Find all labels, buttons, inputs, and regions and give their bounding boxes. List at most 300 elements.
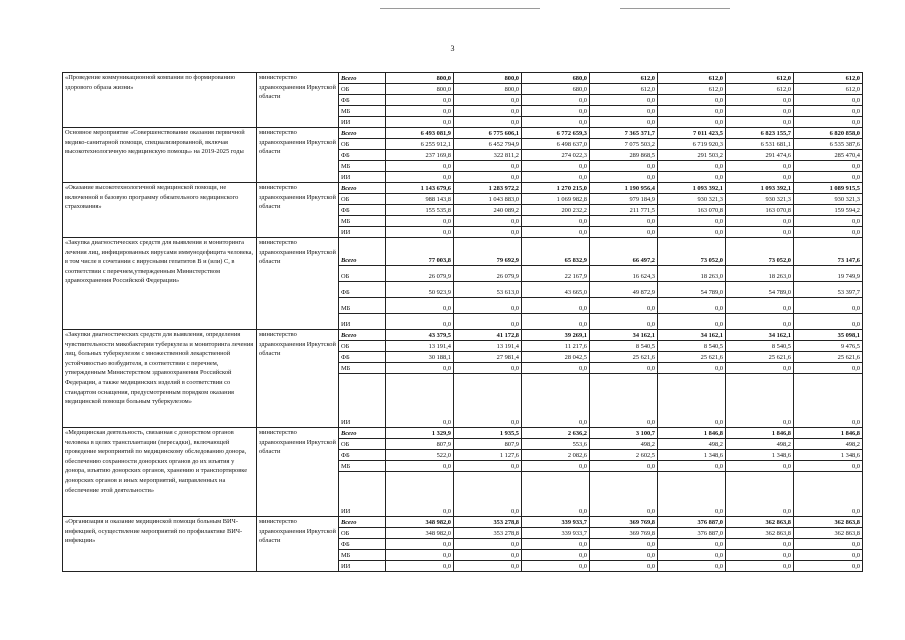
amount-cell: 0,0 (454, 363, 522, 374)
scan-edge-line (380, 8, 540, 9)
funding-source: ФБ (339, 450, 386, 461)
amount-cell: 0,0 (726, 106, 794, 117)
amount-cell: 612,0 (726, 84, 794, 95)
amount-cell: 289 868,5 (590, 150, 658, 161)
amount-cell: 800,0 (454, 73, 522, 84)
amount-cell: 0,0 (590, 314, 658, 330)
amount-cell: 0,0 (794, 172, 863, 183)
amount-cell: 0,0 (522, 227, 590, 238)
amount-cell: 0,0 (590, 472, 658, 517)
amount-cell: 612,0 (726, 73, 794, 84)
amount-cell: 34 162,1 (658, 330, 726, 341)
amount-cell: 159 594,2 (794, 205, 863, 216)
amount-cell: 0,0 (590, 106, 658, 117)
amount-cell: 0,0 (794, 161, 863, 172)
amount-cell: 522,0 (386, 450, 454, 461)
amount-cell: 0,0 (454, 106, 522, 117)
amount-cell: 0,0 (590, 461, 658, 472)
amount-cell: 0,0 (658, 561, 726, 572)
amount-cell: 0,0 (794, 314, 863, 330)
amount-cell: 1 093 392,1 (658, 183, 726, 194)
amount-cell: 26 079,9 (386, 266, 454, 282)
amount-cell: 0,0 (454, 374, 522, 428)
funding-source: МБ (339, 550, 386, 561)
amount-cell: 0,0 (522, 561, 590, 572)
amount-cell: 0,0 (590, 298, 658, 314)
measure-description: Основное мероприятие «Совершенствование оказания первичной медико-санитарной помощи, специализированной, включая высокотехнологичную медицинскую помощь» на 2019-2025 годы (63, 128, 257, 183)
amount-cell: 376 887,0 (658, 528, 726, 539)
table-row (63, 238, 863, 266)
funding-source: ИИ (339, 117, 386, 128)
table-body (63, 73, 863, 572)
amount-cell: 155 535,8 (386, 205, 454, 216)
funding-source: ОБ (339, 266, 386, 282)
amount-cell: 0,0 (794, 561, 863, 572)
amount-cell: 9 476,5 (794, 341, 863, 352)
amount-cell: 35 098,1 (794, 330, 863, 341)
amount-cell: 0,0 (386, 117, 454, 128)
funding-source: ФБ (339, 150, 386, 161)
amount-cell: 800,0 (386, 73, 454, 84)
amount-cell: 73 052,0 (726, 238, 794, 266)
amount-cell: 6 535 387,6 (794, 139, 863, 150)
amount-cell: 1 190 956,4 (590, 183, 658, 194)
amount-cell: 0,0 (726, 314, 794, 330)
funding-source: МБ (339, 106, 386, 117)
amount-cell: 0,0 (522, 550, 590, 561)
amount-cell: 0,0 (522, 314, 590, 330)
amount-cell: 1 127,6 (454, 450, 522, 461)
amount-cell: 0,0 (590, 550, 658, 561)
amount-cell: 0,0 (386, 298, 454, 314)
amount-cell: 2 082,6 (522, 450, 590, 461)
amount-cell: 1 089 915,5 (794, 183, 863, 194)
executor-cell: министерство здравоохранения Иркутской области (257, 183, 339, 238)
amount-cell: 0,0 (726, 374, 794, 428)
amount-cell: 0,0 (386, 106, 454, 117)
amount-cell: 77 003,8 (386, 238, 454, 266)
amount-cell: 285 470,4 (794, 150, 863, 161)
amount-cell: 988 143,8 (386, 194, 454, 205)
funding-source: ФБ (339, 352, 386, 363)
funding-source: ИИ (339, 561, 386, 572)
amount-cell: 1 093 392,1 (726, 183, 794, 194)
amount-cell: 0,0 (726, 363, 794, 374)
amount-cell: 6 820 858,0 (794, 128, 863, 139)
amount-cell: 0,0 (794, 461, 863, 472)
amount-cell: 240 089,2 (454, 205, 522, 216)
amount-cell: 0,0 (454, 216, 522, 227)
amount-cell: 6 823 155,7 (726, 128, 794, 139)
funding-source: ОБ (339, 341, 386, 352)
amount-cell: 0,0 (386, 561, 454, 572)
table-row (63, 330, 863, 341)
amount-cell: 3 100,7 (590, 428, 658, 439)
amount-cell: 553,6 (522, 439, 590, 450)
amount-cell: 0,0 (658, 539, 726, 550)
amount-cell: 979 184,9 (590, 194, 658, 205)
executor-cell: министерство здравоохранения Иркутской области (257, 428, 339, 517)
amount-cell: 1 935,5 (454, 428, 522, 439)
amount-cell: 16 624,3 (590, 266, 658, 282)
amount-cell: 53 613,0 (454, 282, 522, 298)
funding-source: МБ (339, 363, 386, 374)
amount-cell: 0,0 (522, 117, 590, 128)
amount-cell: 0,0 (454, 117, 522, 128)
amount-cell: 612,0 (590, 73, 658, 84)
funding-source: Всего (339, 128, 386, 139)
amount-cell: 54 789,0 (658, 282, 726, 298)
amount-cell: 1 348,6 (726, 450, 794, 461)
amount-cell: 6 493 081,9 (386, 128, 454, 139)
amount-cell: 7 075 503,2 (590, 139, 658, 150)
amount-cell: 353 278,8 (454, 517, 522, 528)
amount-cell: 612,0 (658, 84, 726, 95)
amount-cell: 0,0 (386, 314, 454, 330)
amount-cell: 0,0 (522, 95, 590, 106)
amount-cell: 53 397,7 (794, 282, 863, 298)
amount-cell: 376 887,0 (658, 517, 726, 528)
funding-source: ИИ (339, 314, 386, 330)
amount-cell: 0,0 (658, 106, 726, 117)
funding-source: ФБ (339, 282, 386, 298)
amount-cell: 8 540,5 (658, 341, 726, 352)
amount-cell: 0,0 (454, 161, 522, 172)
amount-cell: 0,0 (658, 363, 726, 374)
amount-cell: 1 846,8 (658, 428, 726, 439)
amount-cell: 0,0 (522, 106, 590, 117)
amount-cell: 0,0 (590, 161, 658, 172)
amount-cell: 807,9 (386, 439, 454, 450)
amount-cell: 362 863,8 (794, 517, 863, 528)
amount-cell: 0,0 (658, 117, 726, 128)
amount-cell: 0,0 (454, 314, 522, 330)
amount-cell: 0,0 (794, 472, 863, 517)
amount-cell: 0,0 (590, 216, 658, 227)
table-row (63, 517, 863, 528)
amount-cell: 353 278,8 (454, 528, 522, 539)
amount-cell: 0,0 (590, 363, 658, 374)
amount-cell: 930 321,3 (726, 194, 794, 205)
amount-cell: 0,0 (454, 95, 522, 106)
amount-cell: 0,0 (794, 95, 863, 106)
amount-cell: 73 052,0 (658, 238, 726, 266)
funding-source: ИИ (339, 172, 386, 183)
executor-cell: министерство здравоохранения Иркутской области (257, 330, 339, 428)
funding-source: ИИ (339, 374, 386, 428)
amount-cell: 0,0 (794, 106, 863, 117)
amount-cell: 73 147,6 (794, 238, 863, 266)
measure-description: «Оказание высокотехнологичной медицинской помощи, не включенной в базовую программу обязательного медицинского страхования» (63, 183, 257, 238)
amount-cell: 13 191,4 (454, 341, 522, 352)
scan-edge-line (620, 8, 730, 9)
amount-cell: 0,0 (522, 363, 590, 374)
executor-cell: министерство здравоохранения Иркутской области (257, 73, 339, 128)
amount-cell: 30 188,1 (386, 352, 454, 363)
measure-description: «Медицинская деятельность, связанная с донорством органов человека в целях трансплантации (пересадки), включающей проведение мероприятий по медицинскому обследованию донора, обеспечению сохранности донорских органов до их изъятия у донора, изъятию донорских органов, хранению и транспортировке донорских органов и иных мероприятий, направленных на обеспечение этой деятельности» (63, 428, 257, 517)
executor-cell: министерство здравоохранения Иркутской области (257, 238, 339, 330)
amount-cell: 6 775 606,1 (454, 128, 522, 139)
amount-cell: 54 789,0 (726, 282, 794, 298)
amount-cell: 26 079,9 (454, 266, 522, 282)
amount-cell: 0,0 (794, 539, 863, 550)
amount-cell: 0,0 (454, 561, 522, 572)
budget-table (62, 72, 863, 572)
amount-cell: 0,0 (522, 172, 590, 183)
amount-cell: 0,0 (386, 550, 454, 561)
amount-cell: 0,0 (454, 472, 522, 517)
measure-description: «Проведение коммуникационной компании по формированию здорового образа жизни» (63, 73, 257, 128)
amount-cell: 0,0 (726, 216, 794, 227)
amount-cell: 0,0 (726, 298, 794, 314)
amount-cell: 0,0 (386, 461, 454, 472)
funding-source: Всего (339, 330, 386, 341)
amount-cell: 0,0 (658, 550, 726, 561)
amount-cell: 200 232,2 (522, 205, 590, 216)
amount-cell: 369 769,8 (590, 528, 658, 539)
amount-cell: 322 811,2 (454, 150, 522, 161)
measure-description: «Закупка диагностических средств для выявления и мониторинга лечения лиц, инфицированных вирусами иммунодефицита человека, в том числе в сочетании с вирусными гепатитов В и (или) С, в соответствии с перечнем,утвержденным Министерством здравоохранения Российской Федерации» (63, 238, 257, 330)
amount-cell: 291 503,2 (658, 150, 726, 161)
funding-source: ОБ (339, 439, 386, 450)
amount-cell: 0,0 (658, 298, 726, 314)
amount-cell: 339 933,7 (522, 517, 590, 528)
amount-cell: 800,0 (386, 84, 454, 95)
amount-cell: 0,0 (386, 172, 454, 183)
amount-cell: 0,0 (726, 539, 794, 550)
amount-cell: 0,0 (454, 227, 522, 238)
amount-cell: 0,0 (522, 374, 590, 428)
amount-cell: 291 474,6 (726, 150, 794, 161)
amount-cell: 25 621,6 (794, 352, 863, 363)
amount-cell: 50 923,9 (386, 282, 454, 298)
amount-cell: 1 846,8 (726, 428, 794, 439)
amount-cell: 11 217,6 (522, 341, 590, 352)
funding-source: ОБ (339, 84, 386, 95)
amount-cell: 0,0 (794, 216, 863, 227)
amount-cell: 8 540,5 (590, 341, 658, 352)
amount-cell: 348 982,0 (386, 528, 454, 539)
amount-cell: 7 365 371,7 (590, 128, 658, 139)
amount-cell: 0,0 (590, 117, 658, 128)
amount-cell: 0,0 (726, 227, 794, 238)
amount-cell: 43 379,5 (386, 330, 454, 341)
funding-source: ИИ (339, 472, 386, 517)
funding-source: ФБ (339, 539, 386, 550)
funding-source: Всего (339, 238, 386, 266)
amount-cell: 6 531 681,1 (726, 139, 794, 150)
amount-cell: 362 863,8 (726, 528, 794, 539)
amount-cell: 0,0 (794, 298, 863, 314)
amount-cell: 498,2 (590, 439, 658, 450)
amount-cell: 0,0 (794, 117, 863, 128)
amount-cell: 0,0 (794, 374, 863, 428)
amount-cell: 0,0 (658, 216, 726, 227)
amount-cell: 0,0 (726, 95, 794, 106)
amount-cell: 362 863,8 (794, 528, 863, 539)
amount-cell: 39 269,1 (522, 330, 590, 341)
amount-cell: 0,0 (726, 117, 794, 128)
amount-cell: 0,0 (454, 461, 522, 472)
amount-cell: 0,0 (522, 161, 590, 172)
amount-cell: 0,0 (726, 472, 794, 517)
amount-cell: 6 452 794,9 (454, 139, 522, 150)
amount-cell: 0,0 (522, 216, 590, 227)
amount-cell: 274 022,3 (522, 150, 590, 161)
funding-source: МБ (339, 216, 386, 227)
funding-source: МБ (339, 161, 386, 172)
amount-cell: 1 348,6 (794, 450, 863, 461)
amount-cell: 1 283 972,2 (454, 183, 522, 194)
table-row (63, 128, 863, 139)
amount-cell: 1 270 215,0 (522, 183, 590, 194)
funding-source: ОБ (339, 139, 386, 150)
amount-cell: 41 172,8 (454, 330, 522, 341)
funding-source: Всего (339, 517, 386, 528)
amount-cell: 612,0 (794, 73, 863, 84)
amount-cell: 0,0 (794, 363, 863, 374)
amount-cell: 0,0 (658, 227, 726, 238)
amount-cell: 28 042,5 (522, 352, 590, 363)
funding-source: ОБ (339, 528, 386, 539)
amount-cell: 22 167,9 (522, 266, 590, 282)
amount-cell: 0,0 (726, 550, 794, 561)
amount-cell: 2 602,5 (590, 450, 658, 461)
amount-cell: 807,9 (454, 439, 522, 450)
amount-cell: 0,0 (590, 227, 658, 238)
funding-source: МБ (339, 298, 386, 314)
page-number: 3 (450, 44, 455, 53)
amount-cell: 0,0 (386, 95, 454, 106)
amount-cell: 0,0 (522, 472, 590, 517)
amount-cell: 0,0 (590, 539, 658, 550)
amount-cell: 25 621,6 (726, 352, 794, 363)
amount-cell: 0,0 (658, 472, 726, 517)
amount-cell: 0,0 (590, 374, 658, 428)
amount-cell: 800,0 (454, 84, 522, 95)
amount-cell: 13 191,4 (386, 341, 454, 352)
funding-source: МБ (339, 461, 386, 472)
amount-cell: 0,0 (658, 374, 726, 428)
funding-source: Всего (339, 183, 386, 194)
amount-cell: 362 863,8 (726, 517, 794, 528)
amount-cell: 6 772 659,3 (522, 128, 590, 139)
measure-description: «Организация и оказание медицинской помощи больным ВИЧ-инфекцией, осуществление мероприятий по профилактике ВИЧ-инфекции» (63, 517, 257, 572)
amount-cell: 0,0 (590, 172, 658, 183)
amount-cell: 0,0 (590, 95, 658, 106)
amount-cell: 0,0 (726, 161, 794, 172)
amount-cell: 2 636,2 (522, 428, 590, 439)
amount-cell: 163 070,8 (658, 205, 726, 216)
amount-cell: 1 069 982,8 (522, 194, 590, 205)
amount-cell: 18 263,0 (726, 266, 794, 282)
amount-cell: 0,0 (454, 172, 522, 183)
funding-source: ФБ (339, 95, 386, 106)
amount-cell: 0,0 (658, 172, 726, 183)
amount-cell: 34 162,1 (590, 330, 658, 341)
amount-cell: 6 255 912,1 (386, 139, 454, 150)
amount-cell: 1 043 883,0 (454, 194, 522, 205)
amount-cell: 612,0 (658, 73, 726, 84)
amount-cell: 612,0 (794, 84, 863, 95)
amount-cell: 0,0 (386, 539, 454, 550)
amount-cell: 0,0 (726, 461, 794, 472)
amount-cell: 0,0 (522, 298, 590, 314)
amount-cell: 1 143 679,6 (386, 183, 454, 194)
amount-cell: 163 070,8 (726, 205, 794, 216)
amount-cell: 0,0 (658, 314, 726, 330)
amount-cell: 680,0 (522, 84, 590, 95)
amount-cell: 27 981,4 (454, 352, 522, 363)
amount-cell: 25 621,6 (658, 352, 726, 363)
amount-cell: 79 692,9 (454, 238, 522, 266)
amount-cell: 1 846,8 (794, 428, 863, 439)
amount-cell: 680,0 (522, 73, 590, 84)
amount-cell: 66 497,2 (590, 238, 658, 266)
amount-cell: 0,0 (454, 550, 522, 561)
amount-cell: 930 321,3 (658, 194, 726, 205)
amount-cell: 7 011 423,5 (658, 128, 726, 139)
amount-cell: 0,0 (386, 216, 454, 227)
amount-cell: 498,2 (658, 439, 726, 450)
amount-cell: 49 872,9 (590, 282, 658, 298)
amount-cell: 237 169,8 (386, 150, 454, 161)
amount-cell: 348 982,0 (386, 517, 454, 528)
amount-cell: 1 329,9 (386, 428, 454, 439)
amount-cell: 498,2 (794, 439, 863, 450)
amount-cell: 339 933,7 (522, 528, 590, 539)
amount-cell: 0,0 (658, 95, 726, 106)
funding-source: Всего (339, 73, 386, 84)
amount-cell: 0,0 (386, 472, 454, 517)
amount-cell: 0,0 (522, 461, 590, 472)
amount-cell: 43 665,0 (522, 282, 590, 298)
amount-cell: 0,0 (726, 172, 794, 183)
amount-cell: 1 348,6 (658, 450, 726, 461)
amount-cell: 0,0 (386, 374, 454, 428)
amount-cell: 498,2 (726, 439, 794, 450)
table-row (63, 183, 863, 194)
table-row (63, 73, 863, 84)
amount-cell: 19 749,9 (794, 266, 863, 282)
table-row (63, 428, 863, 439)
amount-cell: 65 832,9 (522, 238, 590, 266)
amount-cell: 6 719 920,3 (658, 139, 726, 150)
amount-cell: 6 498 637,0 (522, 139, 590, 150)
amount-cell: 0,0 (386, 161, 454, 172)
amount-cell: 0,0 (454, 539, 522, 550)
amount-cell: 0,0 (658, 161, 726, 172)
amount-cell: 369 769,8 (590, 517, 658, 528)
amount-cell: 0,0 (658, 461, 726, 472)
executor-cell: министерство здравоохранения Иркутской области (257, 517, 339, 572)
funding-source: ОБ (339, 194, 386, 205)
amount-cell: 0,0 (794, 550, 863, 561)
measure-description: «Закупки диагностических средств для выявления, определения чувствительности микобактерии туберкулеза и мониторинга лечения лиц, больных туберкулезом с множественной лекарственной устойчивостью возбудителя, в соответствии с перечнем, утвержденным Министерством здравоохранения Российской Федерации, а также медицинских изделий в соответствии со стандартом оснащения, предусмотренным порядком оказания медицинской помощи больным туберкулезом» (63, 330, 257, 428)
amount-cell: 34 162,1 (726, 330, 794, 341)
amount-cell: 0,0 (726, 561, 794, 572)
amount-cell: 8 540,5 (726, 341, 794, 352)
executor-cell: министерство здравоохранения Иркутской области (257, 128, 339, 183)
funding-source: ФБ (339, 205, 386, 216)
amount-cell: 25 621,6 (590, 352, 658, 363)
amount-cell: 0,0 (386, 363, 454, 374)
amount-cell: 930 321,3 (794, 194, 863, 205)
funding-source: ИИ (339, 227, 386, 238)
amount-cell: 612,0 (590, 84, 658, 95)
amount-cell: 0,0 (590, 561, 658, 572)
amount-cell: 0,0 (386, 227, 454, 238)
